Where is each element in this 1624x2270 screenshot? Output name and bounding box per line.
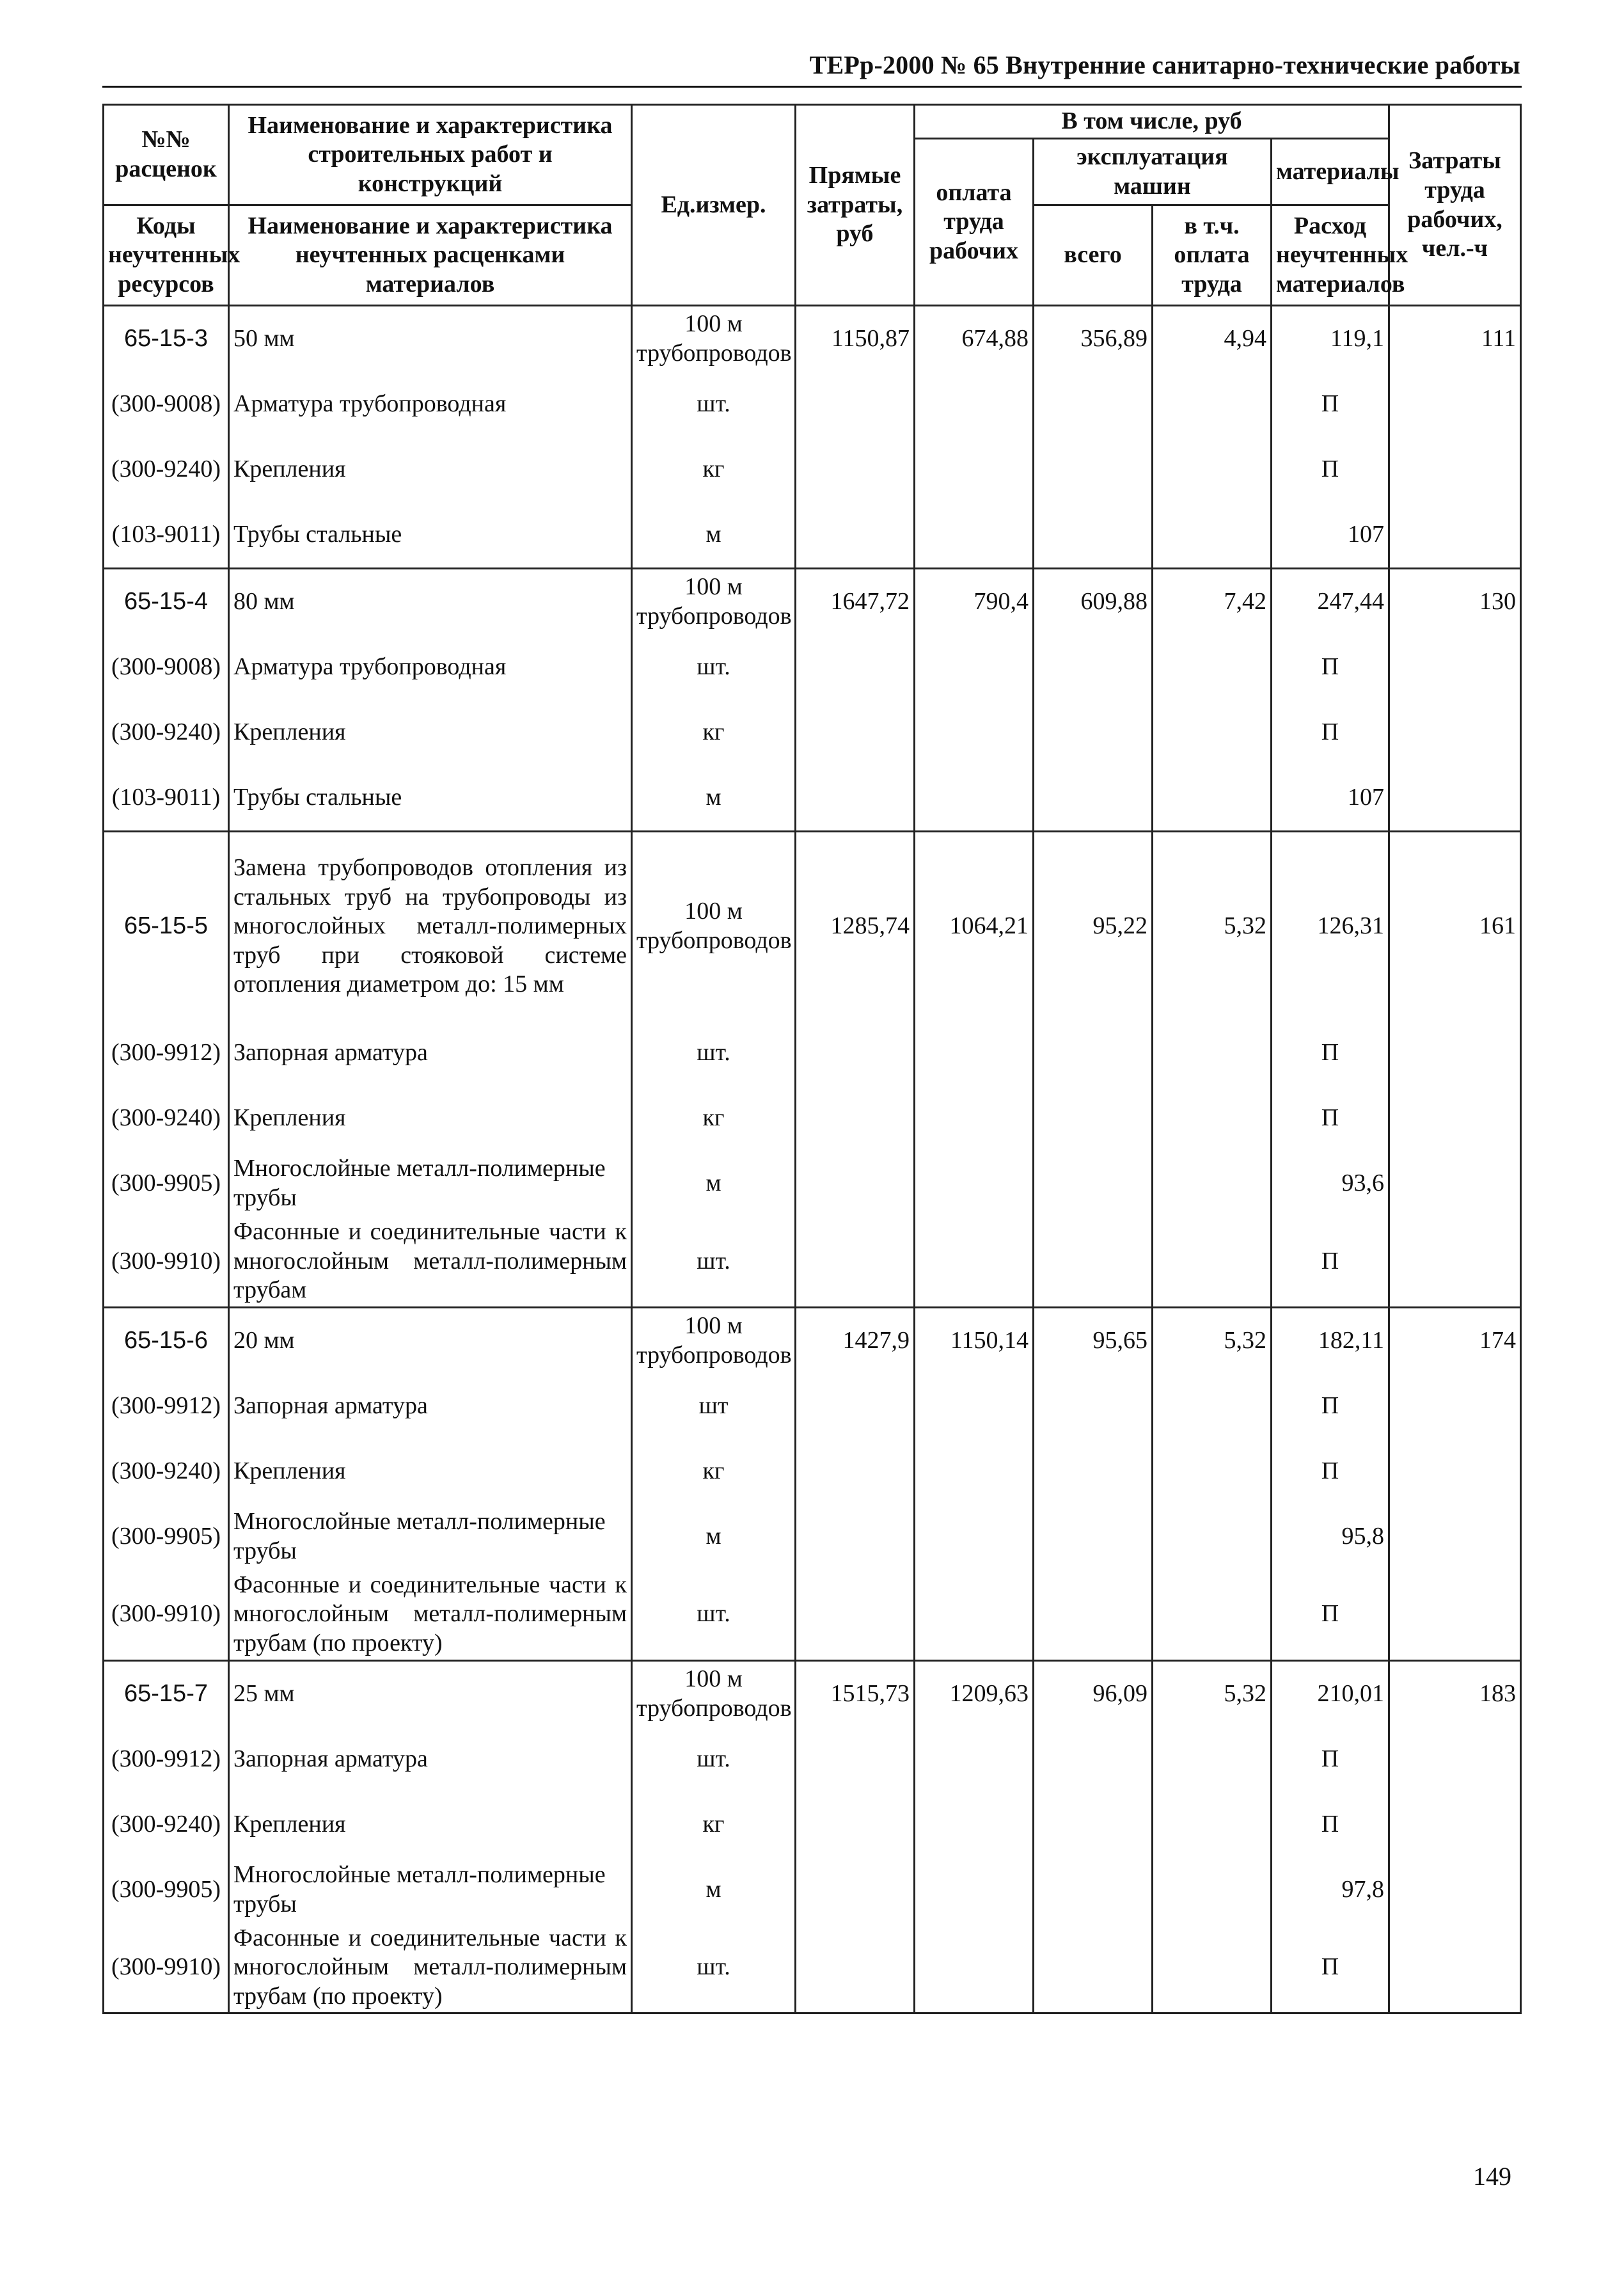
cell-labor: 130 [1389,569,1521,635]
cell-labor [1389,1727,1521,1792]
cell-wages [915,1727,1034,1792]
header-materials-sub: Расход неучтенных материалов [1272,205,1389,306]
cell-name: Крепления [229,437,632,502]
cell-machines: 356,89 [1034,306,1153,372]
header-code: №№ расценок [104,105,229,205]
resource-row [104,635,1521,700]
header-machines: эксплуатация машин [1034,139,1272,205]
cell-wages [915,1857,1034,1923]
resource-row [104,1569,1521,1660]
cell-labor [1389,437,1521,502]
rate-row [104,832,1521,1021]
cell-machines-wages [1153,700,1272,765]
cell-direct [796,502,915,569]
cell-labor [1389,765,1521,832]
cell-machines-wages: 5,32 [1153,1660,1272,1727]
cell-direct [796,1374,915,1439]
cell-name: Замена трубопроводов отопления из стальных труб на трубопроводы из многослойных металл-полимерных труб при стояковой системе отопления диаметром до: 15 мм [229,832,632,1021]
cell-wages [915,765,1034,832]
cell-machines-wages [1153,635,1272,700]
cell-labor: 161 [1389,832,1521,1021]
cell-machines [1034,635,1153,700]
cell-wages: 1064,21 [915,832,1034,1021]
cell-materials: 107 [1272,765,1389,832]
cell-code: (300-9905) [104,1504,229,1569]
cell-direct [796,1727,915,1792]
cell-unit: 100 м трубопроводов [632,1307,796,1374]
cell-materials: П [1272,1439,1389,1504]
cell-wages [915,1216,1034,1307]
cell-code: 65-15-3 [104,306,229,372]
cell-labor [1389,1151,1521,1216]
cell-labor: 174 [1389,1307,1521,1374]
cell-materials: П [1272,1923,1389,2013]
cell-machines [1034,1727,1153,1792]
cell-direct [796,700,915,765]
cell-labor [1389,1086,1521,1151]
resource-row [104,1020,1521,1086]
cell-machines [1034,372,1153,437]
header-rule [102,86,1522,88]
cell-wages: 790,4 [915,569,1034,635]
cell-machines-wages [1153,765,1272,832]
cell-wages [915,502,1034,569]
cell-machines-wages: 5,32 [1153,832,1272,1021]
cell-code: (103-9011) [104,765,229,832]
cell-code: (300-9912) [104,1727,229,1792]
cell-code: (300-9912) [104,1374,229,1439]
cell-name: 80 мм [229,569,632,635]
cell-machines [1034,1020,1153,1086]
cell-machines [1034,1504,1153,1569]
cell-materials: П [1272,1020,1389,1086]
resource-row [104,437,1521,502]
cell-materials: П [1272,700,1389,765]
cell-direct [796,765,915,832]
cell-wages [915,437,1034,502]
cell-wages [915,700,1034,765]
cell-machines-wages [1153,372,1272,437]
header-wages: оплата труда рабочих [915,139,1034,306]
header-labor: Затраты труда рабочих, чел.-ч [1389,105,1521,306]
cell-name: Крепления [229,1439,632,1504]
table-body [104,306,1521,2013]
cell-unit: 100 м трубопроводов [632,306,796,372]
cell-materials: П [1272,635,1389,700]
cell-code: (300-9905) [104,1857,229,1923]
cell-labor [1389,1439,1521,1504]
cell-direct [796,1439,915,1504]
cell-unit: шт. [632,1216,796,1307]
cell-wages [915,372,1034,437]
cell-code: (300-9905) [104,1151,229,1216]
cell-materials: П [1272,1727,1389,1792]
cell-direct: 1647,72 [796,569,915,635]
header-name: Наименование и характеристика строительных работ и конструкций [229,105,632,205]
cell-unit: кг [632,1792,796,1857]
cell-unit: шт. [632,635,796,700]
cell-unit: 100 м трубопроводов [632,1660,796,1727]
cell-wages: 674,88 [915,306,1034,372]
cell-direct [796,635,915,700]
cell-code: (300-9008) [104,635,229,700]
rate-row [104,1307,1521,1374]
cell-direct [796,1086,915,1151]
cell-machines: 95,22 [1034,832,1153,1021]
cell-wages [915,635,1034,700]
cell-machines-wages [1153,1374,1272,1439]
cell-name: Крепления [229,1792,632,1857]
cell-direct [796,1151,915,1216]
cell-machines: 609,88 [1034,569,1153,635]
resource-row [104,372,1521,437]
cell-machines-wages [1153,1504,1272,1569]
cell-name: Запорная арматура [229,1374,632,1439]
cell-unit: кг [632,1086,796,1151]
resource-row [104,1216,1521,1307]
cell-machines [1034,1151,1153,1216]
cell-unit: шт. [632,1923,796,2013]
cell-name: Фасонные и соединительные части к многослойным металл-полимерным трубам (по проекту) [229,1569,632,1660]
cell-machines [1034,1857,1153,1923]
cell-labor [1389,1504,1521,1569]
cell-name: Запорная арматура [229,1020,632,1086]
cell-unit: 100 м трубопроводов [632,569,796,635]
header-unit: Ед.измер. [632,105,796,306]
cell-materials: П [1272,1216,1389,1307]
cell-machines [1034,1439,1153,1504]
cell-machines-wages [1153,1439,1272,1504]
cell-wages [915,1792,1034,1857]
cell-name: Арматура трубопроводная [229,372,632,437]
cell-code: 65-15-4 [104,569,229,635]
cell-labor [1389,700,1521,765]
cell-unit: шт [632,1374,796,1439]
cell-materials: П [1272,1792,1389,1857]
cell-code: (300-9240) [104,437,229,502]
header-incl: В том числе, руб [915,105,1389,139]
cell-wages [915,1374,1034,1439]
cell-wages [915,1504,1034,1569]
cell-wages [915,1439,1034,1504]
cell-labor: 111 [1389,306,1521,372]
cell-machines: 95,65 [1034,1307,1153,1374]
cell-direct [796,1216,915,1307]
cell-direct [796,372,915,437]
cell-materials: 107 [1272,502,1389,569]
cell-direct [796,1792,915,1857]
cell-direct [796,437,915,502]
cell-machines-wages [1153,1151,1272,1216]
resource-row [104,1792,1521,1857]
cell-machines [1034,700,1153,765]
cell-name: Запорная арматура [229,1727,632,1792]
cell-machines-wages [1153,1020,1272,1086]
cell-name: Фасонные и соединительные части к многослойным металл-полимерным трубам [229,1216,632,1307]
cell-machines-wages [1153,1086,1272,1151]
cell-name: Трубы стальные [229,765,632,832]
cell-unit: кг [632,1439,796,1504]
cell-unit: м [632,1151,796,1216]
cell-name: Крепления [229,700,632,765]
cell-machines-wages [1153,1216,1272,1307]
cell-unit: кг [632,700,796,765]
rate-row [104,1660,1521,1727]
cell-code: (300-9240) [104,700,229,765]
cell-materials: П [1272,1086,1389,1151]
cell-machines-wages [1153,1857,1272,1923]
cell-wages [915,1151,1034,1216]
cell-wages: 1150,14 [915,1307,1034,1374]
cell-code: 65-15-5 [104,832,229,1021]
cell-materials: П [1272,1569,1389,1660]
cell-unit: 100 м трубопроводов [632,832,796,1021]
cell-labor [1389,635,1521,700]
cell-name: Трубы стальные [229,502,632,569]
cell-name: Фасонные и соединительные части к многослойным металл-полимерным трубам (по проекту) [229,1923,632,2013]
resource-row [104,1439,1521,1504]
resource-row [104,502,1521,569]
cell-code: 65-15-7 [104,1660,229,1727]
cell-labor [1389,1020,1521,1086]
cell-materials: П [1272,437,1389,502]
cell-code: (300-9910) [104,1569,229,1660]
cell-machines-wages [1153,1727,1272,1792]
cell-direct [796,1020,915,1086]
cell-direct [796,1857,915,1923]
cell-labor: 183 [1389,1660,1521,1727]
cell-unit: м [632,1504,796,1569]
cell-wages [915,1086,1034,1151]
resource-row [104,1923,1521,2013]
cell-machines [1034,1923,1153,2013]
rate-row [104,306,1521,372]
cell-code: 65-15-6 [104,1307,229,1374]
cell-unit: шт. [632,1020,796,1086]
cell-wages [915,1923,1034,2013]
cell-unit: шт. [632,1727,796,1792]
cell-machines [1034,1792,1153,1857]
cell-machines [1034,437,1153,502]
cell-materials: 95,8 [1272,1504,1389,1569]
resource-row [104,1504,1521,1569]
resource-row [104,1151,1521,1216]
cell-unit: шт. [632,1569,796,1660]
cell-name: Арматура трубопроводная [229,635,632,700]
header-name-sub: Наименование и характеристика неучтенных расценками материалов [229,205,632,306]
cell-code: (300-9008) [104,372,229,437]
cell-materials: 97,8 [1272,1857,1389,1923]
cell-wages: 1209,63 [915,1660,1034,1727]
header-direct: Прямые затраты, руб [796,105,915,306]
cell-direct: 1285,74 [796,832,915,1021]
cell-labor [1389,372,1521,437]
cell-direct [796,1504,915,1569]
cell-labor [1389,502,1521,569]
resource-row [104,1374,1521,1439]
resource-row [104,1857,1521,1923]
cell-name: 50 мм [229,306,632,372]
running-header: ТЕРр-2000 № 65 Внутренние санитарно-технические работы [809,51,1520,79]
resource-row [104,1727,1521,1792]
cell-labor [1389,1216,1521,1307]
cell-name: Многослойные металл-полимерные трубы [229,1504,632,1569]
cell-machines-wages [1153,1569,1272,1660]
cell-machines [1034,1216,1153,1307]
cell-name: 20 мм [229,1307,632,1374]
cell-direct [796,1569,915,1660]
cell-name: Многослойные металл-полимерные трубы [229,1151,632,1216]
cell-unit: м [632,1857,796,1923]
cell-name: Крепления [229,1086,632,1151]
header-materials: материалы [1272,139,1389,205]
header-machines-wages: в т.ч. оплата труда [1153,205,1272,306]
cell-machines [1034,1086,1153,1151]
table-header [104,105,1521,306]
cell-unit: м [632,502,796,569]
cell-machines [1034,1374,1153,1439]
cell-machines-wages [1153,502,1272,569]
header-code-sub: Коды неучтенных ресурсов [104,205,229,306]
cell-name: Многослойные металл-полимерные трубы [229,1857,632,1923]
resource-row [104,700,1521,765]
cell-machines [1034,1569,1153,1660]
cell-wages [915,1020,1034,1086]
cell-direct: 1515,73 [796,1660,915,1727]
cell-labor [1389,1792,1521,1857]
cell-materials: 119,1 [1272,306,1389,372]
cell-materials: П [1272,372,1389,437]
cell-machines-wages: 7,42 [1153,569,1272,635]
cell-code: (300-9910) [104,1216,229,1307]
cell-materials: 93,6 [1272,1151,1389,1216]
cell-direct: 1150,87 [796,306,915,372]
cell-machines: 96,09 [1034,1660,1153,1727]
cell-machines-wages: 4,94 [1153,306,1272,372]
cell-materials: 210,01 [1272,1660,1389,1727]
cell-materials: 182,11 [1272,1307,1389,1374]
cell-unit: м [632,765,796,832]
cell-materials: 126,31 [1272,832,1389,1021]
cell-materials: 247,44 [1272,569,1389,635]
cell-machines-wages [1153,1792,1272,1857]
cell-labor [1389,1374,1521,1439]
cell-code: (300-9240) [104,1792,229,1857]
cell-name: 25 мм [229,1660,632,1727]
cell-machines [1034,765,1153,832]
cell-unit: кг [632,437,796,502]
cell-machines-wages [1153,437,1272,502]
rate-row [104,569,1521,635]
resource-row [104,1086,1521,1151]
cell-code: (300-9240) [104,1439,229,1504]
cell-direct: 1427,9 [796,1307,915,1374]
cell-labor [1389,1569,1521,1660]
resource-row [104,765,1521,832]
cell-code: (103-9011) [104,502,229,569]
header-machines-total: всего [1034,205,1153,306]
cell-machines [1034,502,1153,569]
cell-labor [1389,1923,1521,2013]
cell-code: (300-9240) [104,1086,229,1151]
price-table [102,104,1522,2014]
cell-direct [796,1923,915,2013]
cell-machines-wages [1153,1923,1272,2013]
cell-labor [1389,1857,1521,1923]
cell-wages [915,1569,1034,1660]
page-number: 149 [1473,2162,1511,2191]
cell-code: (300-9912) [104,1020,229,1086]
cell-code: (300-9910) [104,1923,229,2013]
cell-materials: П [1272,1374,1389,1439]
cell-machines-wages: 5,32 [1153,1307,1272,1374]
cell-unit: шт. [632,372,796,437]
